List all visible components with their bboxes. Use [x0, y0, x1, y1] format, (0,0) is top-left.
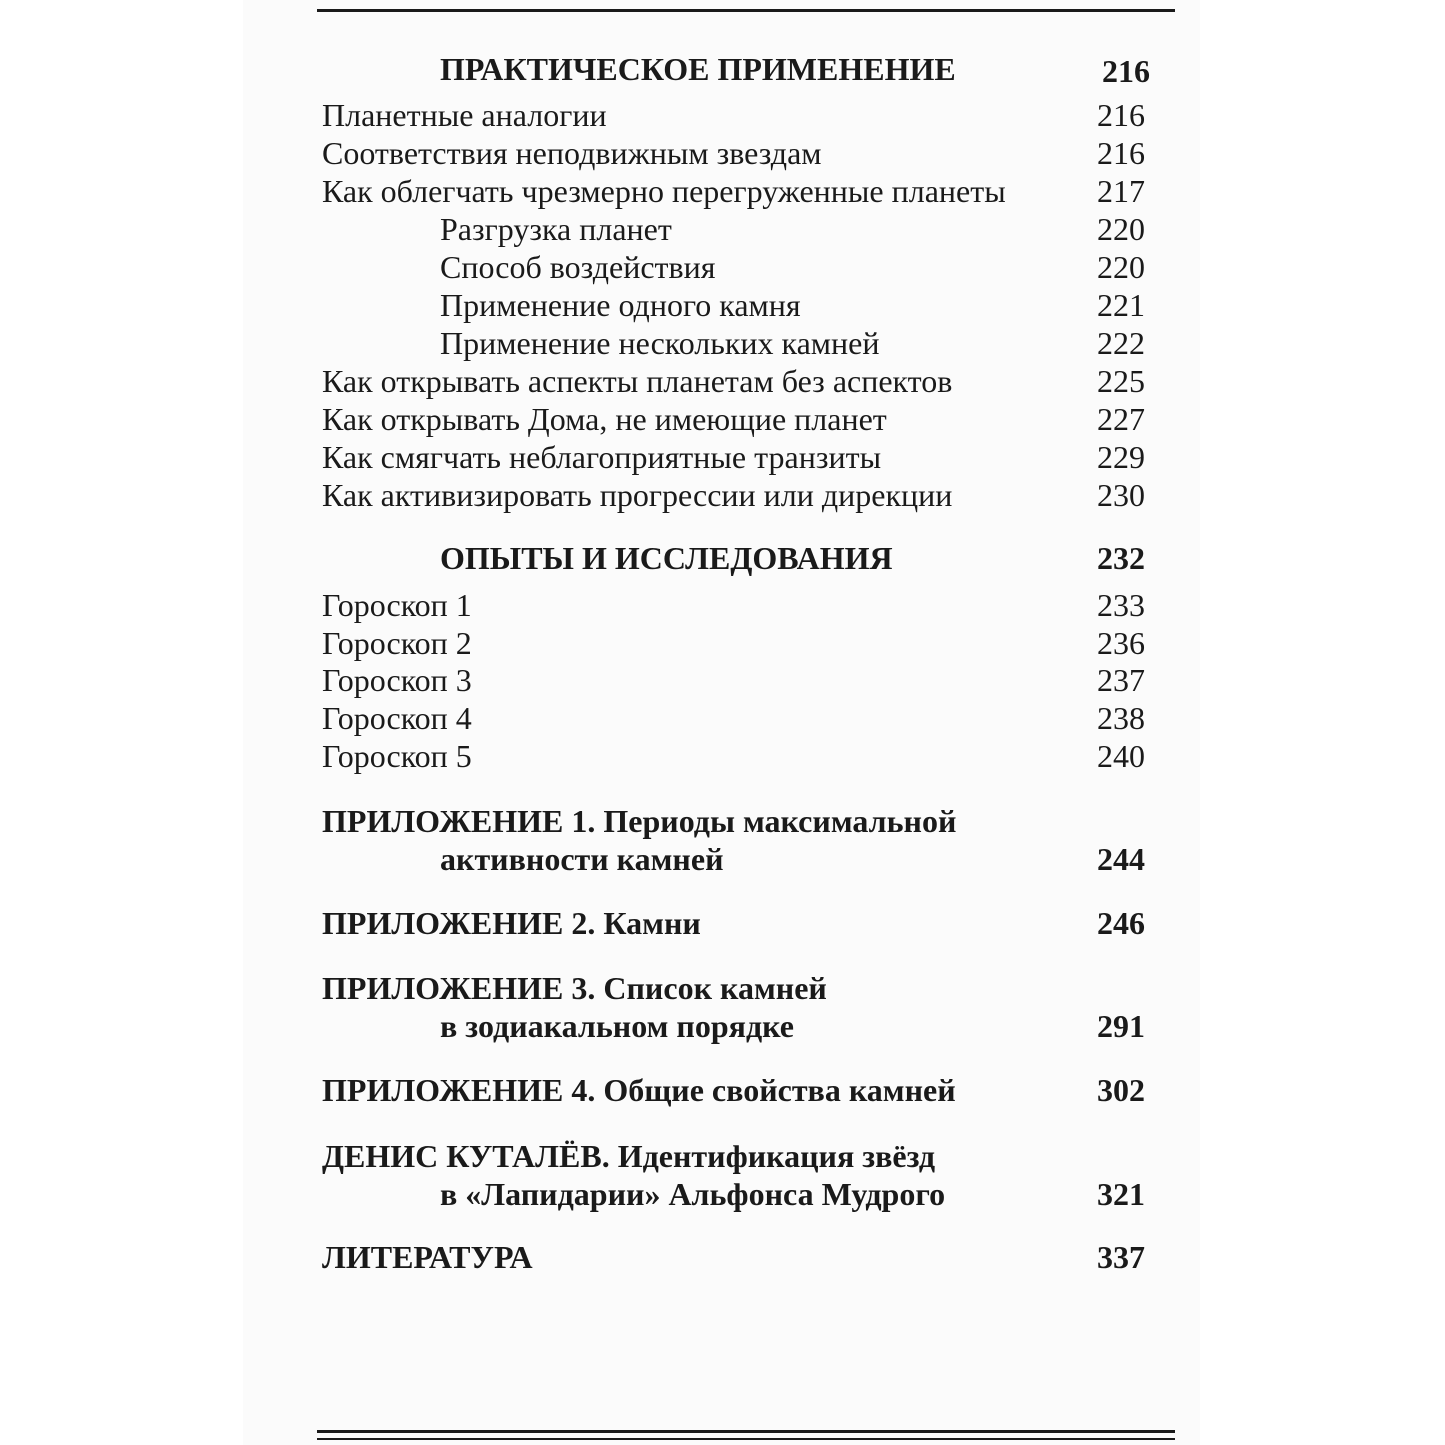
toc-page-number: 229 [1097, 439, 1145, 475]
toc-page-number: 216 [1097, 97, 1145, 133]
toc-page-number: 216 [1097, 135, 1145, 171]
chapter-page-number: 321 [1097, 1176, 1145, 1212]
toc-entry: Гороскоп 4 [322, 700, 472, 736]
toc-entry: Как открывать аспекты планетам без аспектов [322, 363, 953, 399]
toc-entry: Гороскоп 1 [322, 587, 472, 623]
toc-page-number: 217 [1097, 173, 1145, 209]
toc-page-number: 220 [1097, 249, 1145, 285]
section-heading: ОПЫТЫ И ИССЛЕДОВАНИЯ [440, 540, 893, 576]
appendix-page-number: 291 [1097, 1008, 1145, 1044]
toc-subentry: Применение нескольких камней [440, 325, 880, 361]
toc-page-number: 222 [1097, 325, 1145, 361]
appendix-heading-continuation: активности камней [440, 841, 724, 877]
toc-page-number: 240 [1097, 738, 1145, 774]
toc-page-number: 230 [1097, 477, 1145, 513]
toc-page-number: 221 [1097, 287, 1145, 323]
toc-page-number: 227 [1097, 401, 1145, 437]
toc-subentry: Применение одного камня [440, 287, 801, 323]
toc-page-number: 236 [1097, 625, 1145, 661]
chapter-heading-continuation: в «Лапидарии» Альфонса Мудрого [440, 1176, 946, 1212]
bottom-rule-thin [317, 1438, 1175, 1440]
toc-subentry: Разгрузка планет [440, 211, 672, 247]
toc-entry: Как открывать Дома, не имеющие планет [322, 401, 887, 437]
bottom-rule [317, 1430, 1175, 1433]
toc-entry: Как смягчать неблагоприятные транзиты [322, 439, 882, 475]
appendix-page-number: 246 [1097, 905, 1145, 941]
toc-entry: Как облегчать чрезмерно перегруженные планеты [322, 173, 1006, 209]
appendix-page-number: 244 [1097, 841, 1145, 877]
literature-page-number: 337 [1097, 1239, 1145, 1275]
chapter-heading: ДЕНИС КУТАЛЁВ. Идентификация звёзд [322, 1138, 936, 1174]
appendix-page-number: 302 [1097, 1072, 1145, 1108]
toc-entry: Гороскоп 2 [322, 625, 472, 661]
appendix-heading: ПРИЛОЖЕНИЕ 1. Периоды максимальной [322, 803, 957, 839]
toc-subentry: Способ воздействия [440, 249, 716, 285]
literature-heading: ЛИТЕРАТУРА [322, 1239, 533, 1275]
toc-entry: Соответствия неподвижным звездам [322, 135, 822, 171]
toc-entry: Как активизировать прогрессии или дирекции [322, 477, 953, 513]
toc-page-number: 220 [1097, 211, 1145, 247]
toc-page-number: 237 [1097, 662, 1145, 698]
toc-page-number: 233 [1097, 587, 1145, 623]
appendix-heading: ПРИЛОЖЕНИЕ 3. Список камней [322, 970, 827, 1006]
toc-entry: Гороскоп 5 [322, 738, 472, 774]
toc-page-number: 238 [1097, 700, 1145, 736]
toc-page-number: 225 [1097, 363, 1145, 399]
section-page-number: 232 [1097, 540, 1145, 576]
section-page-number: 216 [1102, 53, 1150, 89]
toc-entry: Гороскоп 3 [322, 662, 472, 698]
top-rule [317, 9, 1175, 12]
appendix-heading: ПРИЛОЖЕНИЕ 2. Камни [322, 905, 701, 941]
toc-entry: Планетные аналогии [322, 97, 607, 133]
appendix-heading-continuation: в зодиакальном порядке [440, 1008, 794, 1044]
appendix-heading: ПРИЛОЖЕНИЕ 4. Общие свойства камней [322, 1072, 956, 1108]
section-heading: ПРАКТИЧЕСКОЕ ПРИМЕНЕНИЕ [440, 51, 956, 87]
